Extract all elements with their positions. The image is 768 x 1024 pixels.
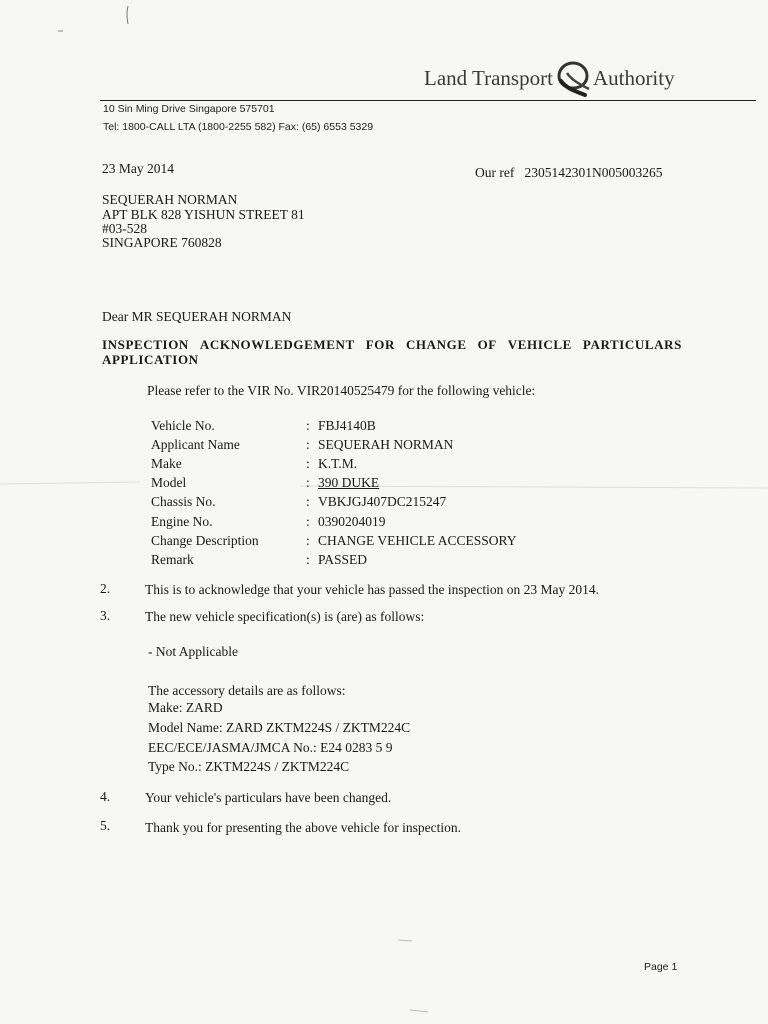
- our-ref: [475, 165, 662, 181]
- para4-number: 4.: [100, 789, 111, 804]
- logo-text-left: Land Transport: [424, 65, 553, 90]
- lta-emblem-icon: [555, 59, 591, 97]
- our-ref-label: Our ref: [475, 165, 515, 180]
- detail-label: Remark: [151, 551, 194, 567]
- detail-label: Vehicle No.: [151, 417, 215, 433]
- detail-value: 390 DUKE: [318, 475, 380, 491]
- lta-address: 10 Sin Ming Drive Singapore 575701: [103, 103, 275, 115]
- recipient-name: SEQUERAH NORMAN: [102, 192, 238, 207]
- para2-number: 2.: [100, 581, 111, 596]
- our-ref-number: 2305142301N005003265: [524, 165, 663, 180]
- detail-value: VBKJGJ407DC215247: [318, 494, 447, 510]
- para2-text: This is to acknowledge that your vehicle has passed the inspection on 23 May 2014.: [145, 582, 600, 597]
- para3-text: The new vehicle specification(s) is (are) as follows:: [145, 609, 425, 624]
- title-line1: INSPECTION ACKNOWLEDGEMENT FOR CHANGE OF VEHICLE PARTICULARS: [102, 337, 682, 352]
- para5-text: Thank you for presenting the above vehicle for inspection.: [145, 820, 462, 835]
- detail-value: K.T.M.: [318, 455, 358, 471]
- accessory-make: Make: ZARD: [148, 700, 223, 715]
- page-number: Page 1: [644, 961, 678, 973]
- recipient-address-line1: APT BLK 828 YISHUN STREET 81: [102, 207, 305, 222]
- detail-row: Remark : PASSED: [151, 551, 368, 567]
- accessory-model: Model Name: ZARD ZKTM224S / ZKTM224C: [148, 720, 411, 735]
- detail-label: Model: [151, 475, 187, 491]
- logo-text-right: Authority: [592, 65, 675, 90]
- accessory-type: Type No.: ZKTM224S / ZKTM224C: [148, 759, 350, 774]
- detail-value: PASSED: [318, 551, 368, 567]
- accessory-intro: The accessory details are as follows:: [148, 683, 346, 698]
- detail-label: Chassis No.: [151, 494, 216, 510]
- detail-value: 0390204019: [318, 513, 386, 529]
- accessory-eec: EEC/ECE/JASMA/JMCA No.: E24 0283 5 9: [148, 740, 393, 755]
- intro-text: Please refer to the VIR No. VIR20140525479 for the following vehicle:: [147, 383, 536, 398]
- recipient-address-line3: SINGAPORE 760828: [102, 235, 222, 250]
- letter-title: [102, 337, 682, 367]
- detail-value: SEQUERAH NORMAN: [318, 436, 454, 452]
- lta-logo: [424, 58, 675, 98]
- para4-text: Your vehicle's particulars have been changed.: [145, 790, 392, 805]
- detail-row: Vehicle No. : FBJ4140B: [151, 417, 376, 433]
- detail-row: Make : K.T.M.: [151, 455, 358, 471]
- letter-date: 23 May 2014: [102, 161, 174, 176]
- title-line2: APPLICATION: [102, 352, 199, 367]
- detail-row: Engine No. : 0390204019: [151, 513, 386, 529]
- not-applicable: - Not Applicable: [148, 644, 238, 659]
- detail-value: CHANGE VEHICLE ACCESSORY: [318, 532, 517, 548]
- detail-label: Engine No.: [151, 513, 213, 529]
- para5-number: 5.: [100, 818, 111, 833]
- para3-number: 3.: [100, 608, 111, 623]
- detail-row: Change Description : CHANGE VEHICLE ACCESSORY: [151, 532, 517, 548]
- detail-label: Applicant Name: [151, 436, 240, 452]
- vehicle-details: [151, 416, 517, 570]
- lta-contact: Tel: 1800-CALL LTA (1800-2255 582) Fax: (65) 6553 5329: [103, 121, 374, 133]
- recipient-address-line2: #03-528: [102, 221, 147, 236]
- header-divider: [100, 100, 756, 101]
- detail-label: Change Description: [151, 532, 259, 548]
- detail-row: Chassis No. : VBKJGJ407DC215247: [151, 494, 447, 510]
- detail-row: Applicant Name : SEQUERAH NORMAN: [151, 436, 454, 452]
- detail-label: Make: [151, 455, 182, 471]
- detail-row: Model : 390 DUKE: [151, 475, 380, 491]
- salutation: Dear MR SEQUERAH NORMAN: [102, 309, 292, 324]
- detail-value: FBJ4140B: [318, 417, 376, 433]
